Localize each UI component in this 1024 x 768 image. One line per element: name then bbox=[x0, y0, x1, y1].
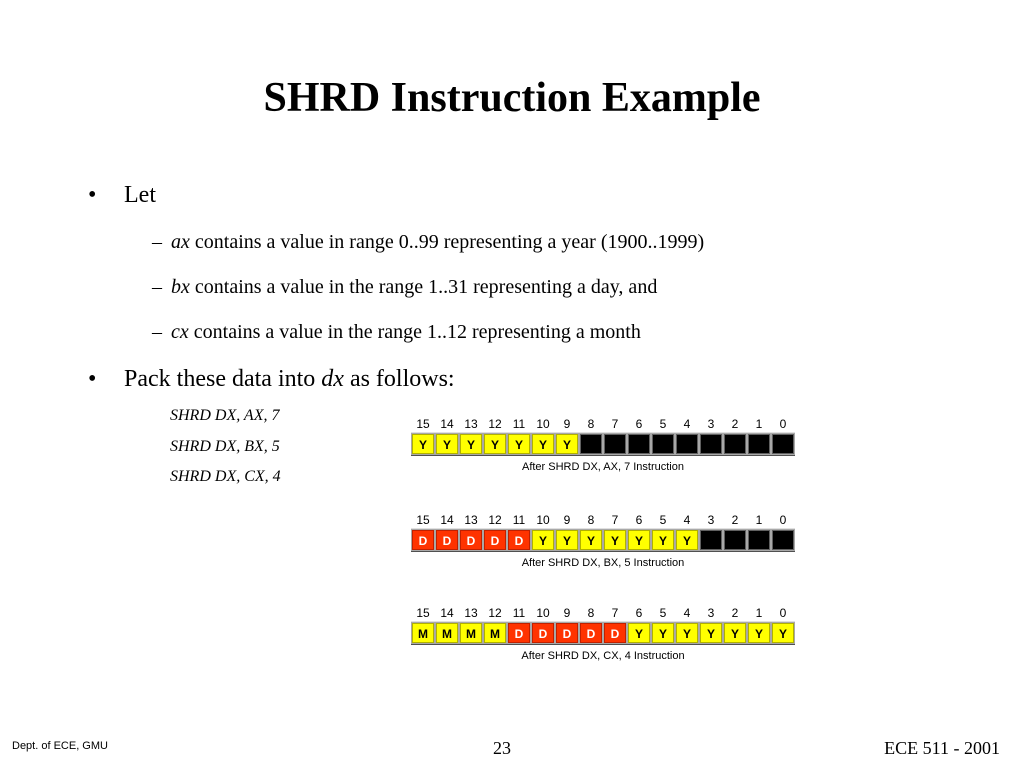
bit-cell: D bbox=[604, 623, 626, 643]
bit-number: 2 bbox=[731, 606, 739, 620]
bit-number: 1 bbox=[755, 513, 763, 527]
code-line-cx: SHRD DX, CX, 4 bbox=[170, 468, 281, 485]
bit-number: 8 bbox=[587, 417, 595, 431]
dash-marker: – bbox=[152, 321, 162, 343]
bit-cell: Y bbox=[412, 434, 434, 454]
bit-cell: Y bbox=[772, 623, 794, 643]
bit-number: 3 bbox=[707, 417, 715, 431]
slide-title: SHRD Instruction Example bbox=[263, 75, 761, 121]
bit-number: 6 bbox=[635, 417, 643, 431]
bit-cell bbox=[772, 530, 794, 550]
bit-cell: D bbox=[484, 530, 506, 550]
bit-number: 10 bbox=[536, 606, 550, 620]
bit-number: 1 bbox=[755, 417, 763, 431]
sub-bullet-ax-text: contains a value in range 0..99 representing a year (1900..1999) bbox=[189, 231, 705, 253]
bit-cell: Y bbox=[676, 530, 698, 550]
bit-number: 1 bbox=[755, 606, 763, 620]
bit-cell: Y bbox=[436, 434, 458, 454]
bit-cell: D bbox=[460, 530, 482, 550]
var-ax: ax bbox=[171, 231, 190, 253]
bit-cell: D bbox=[436, 530, 458, 550]
bit-number-row bbox=[411, 512, 795, 528]
bit-number: 10 bbox=[536, 417, 550, 431]
bit-number: 13 bbox=[464, 417, 478, 431]
bit-cell: Y bbox=[628, 623, 650, 643]
bit-number: 9 bbox=[563, 417, 571, 431]
sub-bullet-bx-text: contains a value in the range 1..31 representing a day, and bbox=[189, 276, 658, 298]
bit-number: 0 bbox=[779, 513, 787, 527]
bit-cell bbox=[724, 434, 746, 454]
register-diagram-cx bbox=[411, 605, 795, 663]
bit-cell bbox=[652, 434, 674, 454]
bit-cell: M bbox=[436, 623, 458, 643]
bit-cell: D bbox=[556, 623, 578, 643]
bit-number: 3 bbox=[707, 513, 715, 527]
bit-cell bbox=[580, 434, 602, 454]
bit-cell: Y bbox=[532, 434, 554, 454]
footer-course: ECE 511 - 2001 bbox=[884, 738, 1000, 758]
bullet-marker: • bbox=[88, 366, 97, 392]
sub-bullet-bx bbox=[171, 276, 657, 299]
bit-number: 7 bbox=[611, 606, 619, 620]
bit-number: 14 bbox=[440, 606, 454, 620]
register-caption: After SHRD DX, CX, 4 Instruction bbox=[521, 650, 685, 662]
bit-number-row bbox=[411, 416, 795, 432]
bit-cell: Y bbox=[700, 623, 722, 643]
bit-cell: Y bbox=[652, 623, 674, 643]
register-caption: After SHRD DX, BX, 5 Instruction bbox=[521, 557, 685, 569]
bit-cell: Y bbox=[676, 623, 698, 643]
footer-department: Dept. of ECE, GMU bbox=[12, 740, 108, 752]
bit-number: 13 bbox=[464, 513, 478, 527]
sub-bullet-cx-text: contains a value in the range 1..12 representing a month bbox=[188, 321, 641, 343]
bit-cell bbox=[676, 434, 698, 454]
bit-number: 11 bbox=[512, 417, 526, 431]
bit-number: 6 bbox=[635, 513, 643, 527]
bit-number: 2 bbox=[731, 417, 739, 431]
bit-number: 3 bbox=[707, 606, 715, 620]
bit-cell: M bbox=[412, 623, 434, 643]
bit-cell: Y bbox=[508, 434, 530, 454]
bullet-marker: • bbox=[88, 182, 97, 208]
bit-number-row bbox=[411, 605, 795, 621]
bit-cell: Y bbox=[460, 434, 482, 454]
bit-cell: Y bbox=[580, 530, 602, 550]
bit-number: 5 bbox=[659, 417, 667, 431]
bit-cell: D bbox=[412, 530, 434, 550]
bit-cell: Y bbox=[484, 434, 506, 454]
bit-number: 14 bbox=[440, 513, 454, 527]
bullet-pack-text-after: as follows: bbox=[343, 366, 455, 392]
bit-cell bbox=[772, 434, 794, 454]
bit-number: 4 bbox=[683, 513, 691, 527]
bit-number: 13 bbox=[464, 606, 478, 620]
bit-number: 4 bbox=[683, 417, 691, 431]
bit-cell bbox=[748, 530, 770, 550]
bit-number: 15 bbox=[416, 606, 430, 620]
register-caption: After SHRD DX, AX, 7 Instruction bbox=[521, 461, 684, 473]
var-cx: cx bbox=[171, 321, 189, 343]
bit-cell: M bbox=[484, 623, 506, 643]
bit-cell: Y bbox=[628, 530, 650, 550]
dx-register bbox=[411, 528, 795, 552]
bit-number: 8 bbox=[587, 513, 595, 527]
bit-cell bbox=[628, 434, 650, 454]
bit-number: 10 bbox=[536, 513, 550, 527]
bit-number: 7 bbox=[611, 513, 619, 527]
bit-number: 9 bbox=[563, 606, 571, 620]
bit-number: 11 bbox=[512, 606, 526, 620]
bit-cell: Y bbox=[652, 530, 674, 550]
bit-cell: Y bbox=[724, 623, 746, 643]
dash-marker: – bbox=[152, 231, 162, 253]
bit-cell bbox=[748, 434, 770, 454]
bit-number: 8 bbox=[587, 606, 595, 620]
bit-cell: Y bbox=[532, 530, 554, 550]
code-line-ax: SHRD DX, AX, 7 bbox=[170, 407, 280, 424]
bullet-pack-text: Pack these data into bbox=[124, 366, 322, 392]
bit-cell: M bbox=[460, 623, 482, 643]
bullet-pack bbox=[124, 366, 455, 393]
bit-cell: Y bbox=[604, 530, 626, 550]
bit-number: 6 bbox=[635, 606, 643, 620]
bit-number: 5 bbox=[659, 513, 667, 527]
sub-bullet-ax bbox=[171, 231, 704, 254]
bit-number: 15 bbox=[416, 417, 430, 431]
bit-cell bbox=[700, 434, 722, 454]
bullet-let: Let bbox=[124, 182, 156, 208]
bit-cell: D bbox=[532, 623, 554, 643]
dash-marker: – bbox=[152, 276, 162, 298]
bit-number: 0 bbox=[779, 417, 787, 431]
bit-cell: D bbox=[580, 623, 602, 643]
sub-bullet-cx bbox=[171, 321, 641, 344]
footer-page-number: 23 bbox=[493, 738, 511, 758]
bit-cell bbox=[724, 530, 746, 550]
bit-number: 12 bbox=[488, 606, 502, 620]
bit-number: 11 bbox=[512, 513, 526, 527]
dx-register bbox=[411, 621, 795, 645]
bit-number: 7 bbox=[611, 417, 619, 431]
bit-cell: D bbox=[508, 530, 530, 550]
bit-number: 5 bbox=[659, 606, 667, 620]
bit-cell: D bbox=[508, 623, 530, 643]
bit-number: 0 bbox=[779, 606, 787, 620]
bit-number: 4 bbox=[683, 606, 691, 620]
bit-cell: Y bbox=[748, 623, 770, 643]
var-dx: dx bbox=[321, 366, 344, 392]
register-diagram-ax bbox=[411, 416, 795, 474]
bit-number: 2 bbox=[731, 513, 739, 527]
bit-cell bbox=[604, 434, 626, 454]
register-diagram-bx bbox=[411, 512, 795, 570]
code-line-bx: SHRD DX, BX, 5 bbox=[170, 438, 280, 455]
bit-number: 15 bbox=[416, 513, 430, 527]
bit-cell: Y bbox=[556, 434, 578, 454]
dx-register bbox=[411, 432, 795, 456]
bit-number: 9 bbox=[563, 513, 571, 527]
bit-cell: Y bbox=[556, 530, 578, 550]
bit-number: 14 bbox=[440, 417, 454, 431]
bit-number: 12 bbox=[488, 513, 502, 527]
bit-cell bbox=[700, 530, 722, 550]
bit-number: 12 bbox=[488, 417, 502, 431]
var-bx: bx bbox=[171, 276, 190, 298]
